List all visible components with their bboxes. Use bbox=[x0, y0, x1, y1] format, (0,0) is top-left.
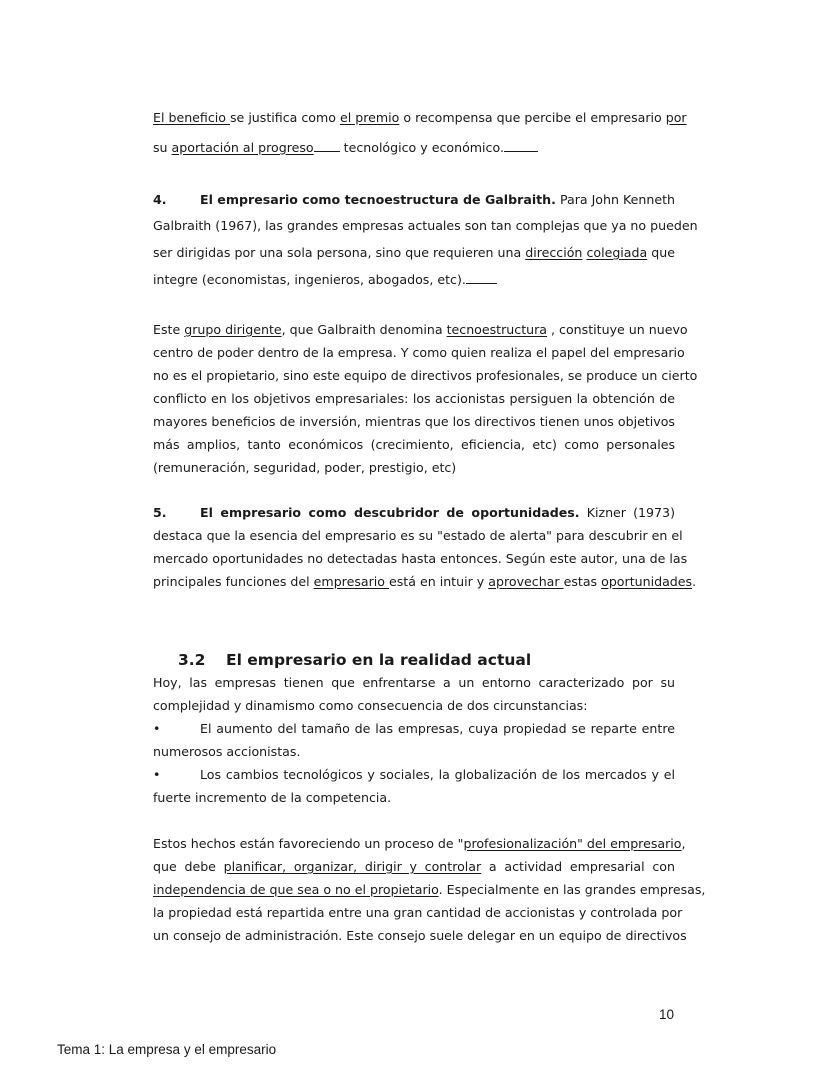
underlined-term: grupo dirigente bbox=[184, 322, 282, 337]
underlined-term: por bbox=[665, 110, 687, 125]
section-number: 3.2 bbox=[178, 651, 206, 669]
underlined-term: oportunidades bbox=[601, 574, 693, 589]
bullet-item: • El aumento del tamaño de las empresas, cuya propiedad se reparte entre bbox=[153, 721, 675, 736]
text-line: mayores beneficios de inversión, mientras que los directivos tienen unos objetivos bbox=[153, 414, 675, 429]
underlined-term: empresario bbox=[313, 574, 389, 589]
text-line: independencia de que sea o no el propietario. Especialmente en las grandes empresas, bbox=[153, 882, 706, 897]
page-footer: Tema 1: La empresa y el empresario bbox=[57, 1042, 277, 1057]
text-line: integre (economistas, ingenieros, abogados, etc). bbox=[153, 272, 675, 288]
text-line: más amplios, tanto económicos (crecimiento, eficiencia, etc) como personales bbox=[153, 437, 675, 452]
text-line: Este grupo dirigente, que Galbraith denomina tecnoestructura , constituye un nuevo bbox=[153, 322, 688, 337]
text-line: principales funciones del empresario está en intuir y aprovechar estas oportunidades. bbox=[153, 574, 697, 589]
bullet-item: • Los cambios tecnológicos y sociales, la globalización de los mercados y el bbox=[153, 767, 675, 782]
item-number: 5. bbox=[153, 505, 167, 520]
text-line: El beneficio se justifica como el premio o recompensa que percibe el empresario por bbox=[153, 110, 687, 125]
text-line: conflicto en los objetivos empresariales: los accionistas persiguen la obtención de bbox=[153, 391, 675, 406]
text-line: la propiedad está repartida entre una gran cantidad de accionistas y controlada por bbox=[153, 905, 683, 920]
underlined-term: aportación al progreso bbox=[171, 140, 314, 155]
section-heading bbox=[178, 651, 531, 669]
text-line: no es el propietario, sino este equipo de directivos profesionales, se produce un cierto bbox=[153, 368, 698, 383]
text-line: complejidad y dinamismo como consecuencia de dos circunstancias: bbox=[153, 698, 588, 713]
text-line: Hoy, las empresas tienen que enfrentarse a un entorno caracterizado por su bbox=[153, 675, 675, 690]
underline-blank bbox=[466, 272, 497, 284]
underline-blank bbox=[504, 140, 538, 152]
underlined-term: planificar, organizar, dirigir y controlar bbox=[223, 859, 482, 874]
underlined-term: independencia de que sea o no el propietario bbox=[153, 882, 439, 897]
text-line: ser dirigidas por una sola persona, sino que requieren una dirección colegiada que bbox=[153, 245, 675, 260]
text-line: (remuneración, seguridad, poder, prestigio, etc) bbox=[153, 460, 457, 475]
underlined-term: colegiada bbox=[586, 245, 648, 260]
text-line: Estos hechos están favoreciendo un proceso de "profesionalización" del empresario, bbox=[153, 836, 686, 851]
text-line: mercado oportunidades no detectadas hasta entonces. Según este autor, una de las bbox=[153, 551, 688, 566]
bullet-icon: • bbox=[153, 721, 161, 736]
text-line: numerosos accionistas. bbox=[153, 744, 301, 759]
text-line: Galbraith (1967), las grandes empresas actuales son tan complejas que ya no pueden bbox=[153, 218, 698, 233]
text-line: su aportación al progreso tecnológico y económico. bbox=[153, 140, 675, 156]
underlined-term: profesionalización" del empresario bbox=[463, 836, 682, 851]
item-title: El empresario como descubridor de oportunidades. bbox=[200, 505, 580, 520]
text-line: un consejo de administración. Este consejo suele delegar en un equipo de directivos bbox=[153, 928, 687, 943]
page-number: 10 bbox=[659, 1007, 675, 1022]
underlined-term: el premio bbox=[339, 110, 400, 125]
text-line: destaca que la esencia del empresario es su "estado de alerta" para descubrir en el bbox=[153, 528, 683, 543]
section-title: El empresario en la realidad actual bbox=[226, 651, 532, 669]
underline-blank bbox=[314, 140, 340, 152]
list-item-heading: 5. El empresario como descubridor de oportunidades. Kizner (1973) bbox=[153, 505, 675, 520]
list-item-heading: 4. El empresario como tecnoestructura de Galbraith. Para John Kenneth bbox=[153, 192, 675, 207]
underlined-term: dirección bbox=[525, 245, 583, 260]
bullet-icon: • bbox=[153, 767, 161, 782]
underlined-term: tecnoestructura bbox=[446, 322, 548, 337]
text-line: que debe planificar, organizar, dirigir y controlar a actividad empresarial con bbox=[153, 859, 675, 874]
item-number: 4. bbox=[153, 192, 167, 207]
text-line: fuerte incremento de la competencia. bbox=[153, 790, 392, 805]
item-title: El empresario como tecnoestructura de Galbraith. bbox=[200, 192, 556, 207]
underlined-term: El beneficio bbox=[153, 110, 230, 125]
text-line: centro de poder dentro de la empresa. Y como quien realiza el papel del empresario bbox=[153, 345, 685, 360]
underlined-term: aprovechar bbox=[488, 574, 564, 589]
